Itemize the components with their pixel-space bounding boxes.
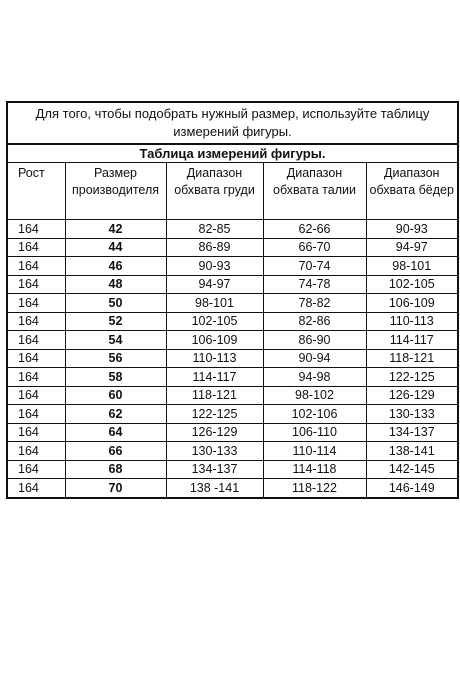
cell-waist: 94-98 xyxy=(263,368,366,387)
table-row xyxy=(7,405,458,424)
cell-height: 164 xyxy=(7,312,65,331)
cell-size: 56 xyxy=(65,349,166,368)
cell-chest: 134-137 xyxy=(166,460,263,479)
table-row xyxy=(7,257,458,276)
cell-hips: 122-125 xyxy=(366,368,458,387)
cell-waist: 82-86 xyxy=(263,312,366,331)
cell-chest: 94-97 xyxy=(166,275,263,294)
table-row xyxy=(7,238,458,257)
cell-chest: 118-121 xyxy=(166,386,263,405)
cell-size: 60 xyxy=(65,386,166,405)
header-height: Рост xyxy=(7,163,65,220)
table-row xyxy=(7,460,458,479)
header-row xyxy=(7,163,458,220)
table-row xyxy=(7,275,458,294)
table-title: Таблица измерений фигуры. xyxy=(7,144,458,163)
table-row xyxy=(7,386,458,405)
cell-waist: 106-110 xyxy=(263,423,366,442)
cell-waist: 90-94 xyxy=(263,349,366,368)
cell-size: 58 xyxy=(65,368,166,387)
cell-hips: 118-121 xyxy=(366,349,458,368)
cell-height: 164 xyxy=(7,349,65,368)
cell-height: 164 xyxy=(7,442,65,461)
cell-size: 62 xyxy=(65,405,166,424)
cell-height: 164 xyxy=(7,238,65,257)
cell-hips: 98-101 xyxy=(366,257,458,276)
cell-size: 52 xyxy=(65,312,166,331)
cell-chest: 110-113 xyxy=(166,349,263,368)
cell-waist: 98-102 xyxy=(263,386,366,405)
header-chest: Диапазон обхвата груди xyxy=(166,163,263,220)
cell-chest: 90-93 xyxy=(166,257,263,276)
cell-hips: 110-113 xyxy=(366,312,458,331)
cell-size: 68 xyxy=(65,460,166,479)
cell-size: 42 xyxy=(65,220,166,239)
cell-height: 164 xyxy=(7,460,65,479)
cell-chest: 86-89 xyxy=(166,238,263,257)
cell-hips: 138-141 xyxy=(366,442,458,461)
cell-height: 164 xyxy=(7,294,65,313)
table-row xyxy=(7,220,458,239)
cell-chest: 106-109 xyxy=(166,331,263,350)
cell-hips: 142-145 xyxy=(366,460,458,479)
cell-height: 164 xyxy=(7,479,65,498)
header-hips: Диапазон обхвата бёдер xyxy=(366,163,458,220)
cell-hips: 102-105 xyxy=(366,275,458,294)
table-row xyxy=(7,479,458,498)
cell-chest: 82-85 xyxy=(166,220,263,239)
cell-hips: 126-129 xyxy=(366,386,458,405)
cell-height: 164 xyxy=(7,331,65,350)
cell-chest: 138 -141 xyxy=(166,479,263,498)
cell-hips: 106-109 xyxy=(366,294,458,313)
cell-size: 48 xyxy=(65,275,166,294)
table-row xyxy=(7,423,458,442)
table-row xyxy=(7,442,458,461)
cell-hips: 130-133 xyxy=(366,405,458,424)
cell-chest: 126-129 xyxy=(166,423,263,442)
intro-text: Для того, чтобы подобрать нужный размер, используйте таблицу измерений фигуры. xyxy=(7,102,458,144)
table-row xyxy=(7,349,458,368)
table-body xyxy=(7,220,458,498)
cell-hips: 114-117 xyxy=(366,331,458,350)
cell-chest: 98-101 xyxy=(166,294,263,313)
cell-waist: 86-90 xyxy=(263,331,366,350)
cell-height: 164 xyxy=(7,405,65,424)
table-row xyxy=(7,294,458,313)
cell-height: 164 xyxy=(7,423,65,442)
cell-size: 70 xyxy=(65,479,166,498)
cell-waist: 78-82 xyxy=(263,294,366,313)
cell-chest: 130-133 xyxy=(166,442,263,461)
cell-size: 64 xyxy=(65,423,166,442)
cell-waist: 110-114 xyxy=(263,442,366,461)
cell-waist: 118-122 xyxy=(263,479,366,498)
cell-height: 164 xyxy=(7,275,65,294)
cell-hips: 146-149 xyxy=(366,479,458,498)
cell-height: 164 xyxy=(7,386,65,405)
cell-waist: 62-66 xyxy=(263,220,366,239)
cell-waist: 66-70 xyxy=(263,238,366,257)
cell-chest: 114-117 xyxy=(166,368,263,387)
size-chart-table xyxy=(6,101,459,499)
table-row xyxy=(7,312,458,331)
cell-height: 164 xyxy=(7,368,65,387)
header-waist: Диапазон обхвата талии xyxy=(263,163,366,220)
cell-waist: 74-78 xyxy=(263,275,366,294)
table-row xyxy=(7,331,458,350)
cell-hips: 94-97 xyxy=(366,238,458,257)
header-size: Размер производителя xyxy=(65,163,166,220)
cell-size: 66 xyxy=(65,442,166,461)
cell-waist: 70-74 xyxy=(263,257,366,276)
cell-size: 44 xyxy=(65,238,166,257)
table-row xyxy=(7,368,458,387)
cell-chest: 122-125 xyxy=(166,405,263,424)
cell-hips: 134-137 xyxy=(366,423,458,442)
cell-height: 164 xyxy=(7,220,65,239)
cell-size: 50 xyxy=(65,294,166,313)
cell-waist: 102-106 xyxy=(263,405,366,424)
cell-height: 164 xyxy=(7,257,65,276)
cell-chest: 102-105 xyxy=(166,312,263,331)
cell-waist: 114-118 xyxy=(263,460,366,479)
cell-size: 46 xyxy=(65,257,166,276)
cell-size: 54 xyxy=(65,331,166,350)
cell-hips: 90-93 xyxy=(366,220,458,239)
